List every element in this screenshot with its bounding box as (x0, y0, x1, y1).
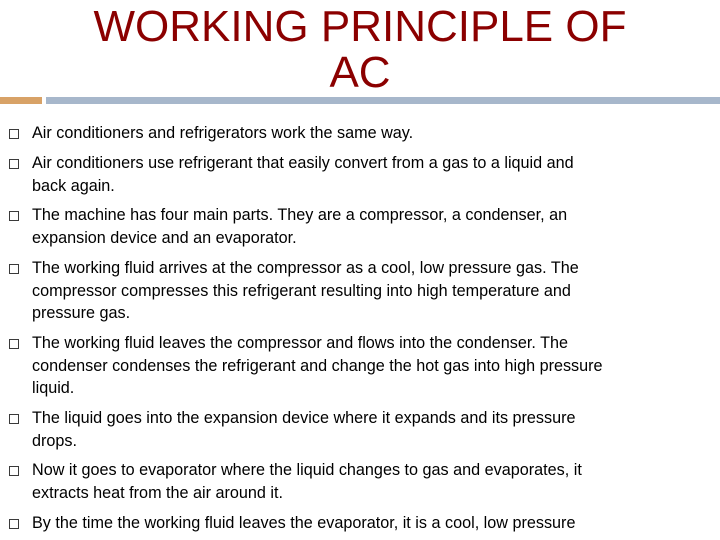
square-bullet-icon (9, 264, 19, 274)
square-bullet-icon (9, 519, 19, 529)
bullet-text: The liquid goes into the expansion device where it expands and its pressure drops. (32, 409, 576, 450)
bullet-text: Air conditioners use refrigerant that easily convert from a gas to a liquid and back again. (32, 154, 574, 195)
slide-title: WORKING PRINCIPLE OF AC (93, 2, 627, 97)
square-bullet-icon (9, 339, 19, 349)
bullet-text: The working fluid leaves the compressor and flows into the condenser. The condenser condenses the refrigerant and change the hot gas into high pressure liquid. (32, 334, 603, 397)
bullet-text: Now it goes to evaporator where the liquid changes to gas and evaporates, it extracts heat from the air around it. (32, 461, 582, 502)
bullet-text: The machine has four main parts. They are a compressor, a condenser, an expansion device and an evaporator. (32, 206, 568, 247)
square-bullet-icon (9, 466, 19, 476)
bullet-text: The working fluid arrives at the compressor as a cool, low pressure gas. The compressor compresses this refrigerant resulting into high temperature and pressure gas. (32, 259, 579, 322)
square-bullet-icon (9, 129, 19, 139)
square-bullet-icon (9, 159, 19, 169)
bullet-text: Air conditioners and refrigerators work the same way. (32, 124, 414, 142)
square-bullet-icon (9, 211, 19, 221)
bullet-text: By the time the working fluid leaves the evaporator, it is a cool, low pressure (32, 514, 576, 532)
square-bullet-icon (9, 414, 19, 424)
